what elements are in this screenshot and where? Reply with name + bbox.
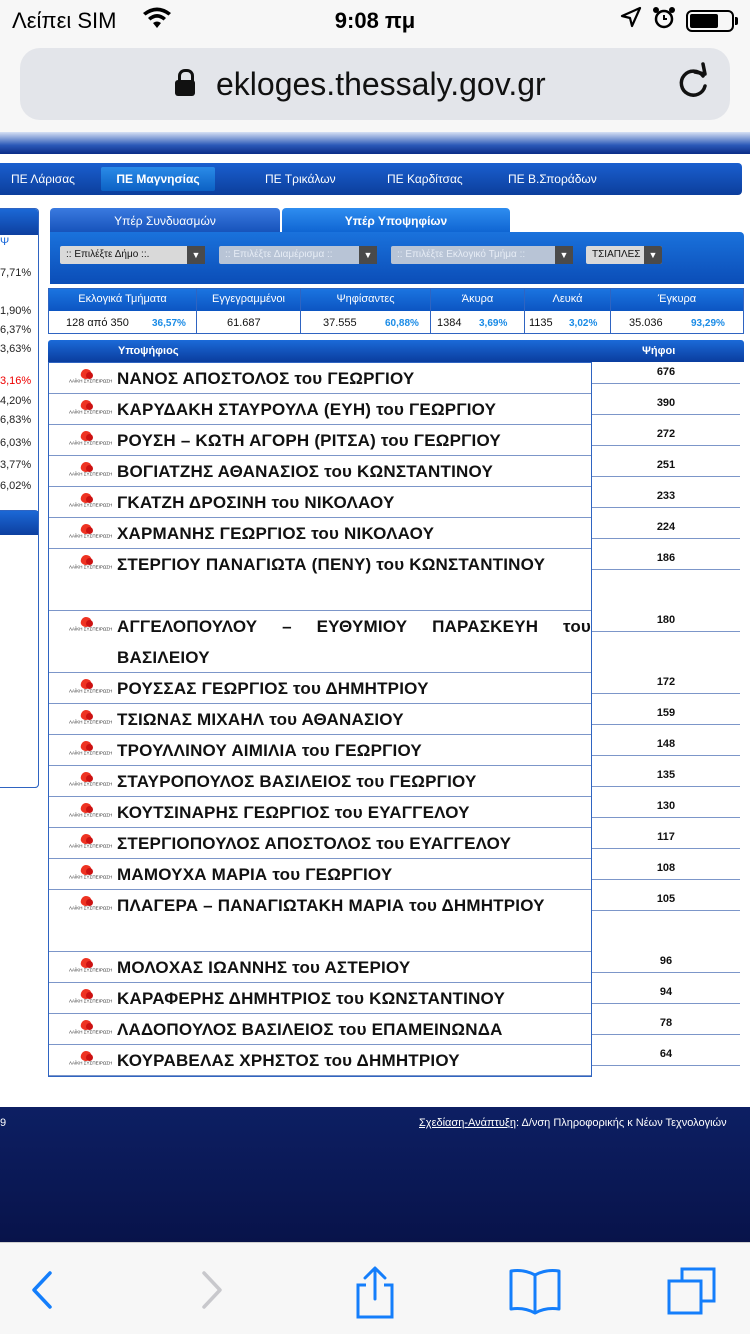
candidate-votes: 96: [592, 951, 740, 973]
candidate-name: ΡΟΥΣΗ – ΚΩΤΗ ΑΓΟΡΗ (ΡΙΤΣΑ) του ΓΕΩΡΓΙΟΥ: [117, 431, 501, 450]
candidate-name: ΣΤΕΡΓΙΟΠΟΥΛΟΣ ΑΠΟΣΤΟΛΟΣ του ΕΥΑΓΓΕΛΟΥ: [117, 834, 512, 853]
party-logo-icon: [69, 617, 113, 635]
table-row: [49, 1045, 591, 1076]
stats-summary: [48, 288, 744, 334]
tabs-icon[interactable]: [666, 1265, 716, 1315]
table-row: [49, 735, 591, 766]
stat-blank: [525, 289, 611, 333]
candidate-list: [48, 362, 592, 1077]
table-row: [49, 828, 591, 859]
stat-valid-value: 35.036: [629, 317, 663, 329]
credit-link[interactable]: Σχεδίαση-Ανάπτυξη: [419, 1117, 516, 1129]
candidate-name: ΣΤΕΡΓΙΟΥ ΠΑΝΑΓΙΩΤΑ (ΠΕΝΥ) του ΚΩΝΣΤΑΝΤΙΝΟΥ: [117, 555, 546, 574]
forward-icon[interactable]: [186, 1265, 236, 1315]
stat-registered-label: Εγγεγραμμένοι: [212, 293, 285, 305]
district-select[interactable]: [219, 246, 377, 264]
left-pct: 1,90%: [0, 305, 32, 317]
table-row: [49, 425, 591, 456]
candidate-name: ΡΟΥΣΣΑΣ ΓΕΩΡΓΙΟΣ του ΔΗΜΗΤΡΙΟΥ: [117, 679, 429, 698]
left-pct: 4,20%: [0, 395, 32, 407]
party-logo-text: ΛΑΪΚΗ ΣΥΣΠΕΙΡΩΣΗ: [69, 844, 113, 850]
bookmarks-icon[interactable]: [508, 1265, 558, 1315]
share-icon[interactable]: [350, 1265, 400, 1315]
left-pct: 7,71%: [0, 267, 32, 279]
footer-credit: [419, 1117, 727, 1129]
party-logo-icon: [69, 958, 113, 976]
candidate-name: ΓΚΑΤΖΗ ΔΡΟΣΙΝΗ του ΝΙΚΟΛΑΟΥ: [117, 493, 395, 512]
stat-invalid-label: Άκυρα: [461, 293, 494, 305]
table-row: [49, 394, 591, 425]
candidate-name: ΚΑΡΥΔΑΚΗ ΣΤΑΥΡΟΥΛΑ (ΕΥΗ) του ΓΕΩΡΓΙΟΥ: [117, 400, 497, 419]
station-select-value: :: Επιλέξτε Εκλογικό Τμήμα ::: [397, 249, 526, 260]
page-content: [0, 132, 750, 1107]
col-votes: Ψήφοι: [642, 345, 676, 357]
party-logo-icon: [69, 896, 113, 914]
filter-bar: [50, 232, 744, 284]
table-row: [49, 859, 591, 890]
back-icon[interactable]: [18, 1265, 68, 1315]
party-logo-text: ΛΑΪΚΗ ΣΥΣΠΕΙΡΩΣΗ: [69, 720, 113, 726]
table-row: [49, 673, 591, 704]
candidate-votes: 233: [592, 486, 740, 508]
party-logo-icon: [69, 493, 113, 511]
party-logo-text: ΛΑΪΚΗ ΣΥΣΠΕΙΡΩΣΗ: [69, 813, 113, 819]
candidate-name: ΝΑΝΟΣ ΑΠΟΣΤΟΛΟΣ του ΓΕΩΡΓΙΟΥ: [117, 369, 415, 388]
region-nav: [0, 163, 742, 195]
header-banner: [0, 132, 750, 154]
candidate-name: ΤΡΟΥΛΛΙΝΟΥ ΑΙΜΙΛΙΑ του ΓΕΩΡΓΙΟΥ: [117, 741, 422, 760]
nav-magnisia[interactable]: ΠΕ Μαγνησίας: [101, 167, 215, 191]
table-row: [49, 797, 591, 828]
left-panel-header: [0, 209, 39, 235]
stat-blank-pct: 3,02%: [569, 318, 598, 329]
web-page: [0, 132, 750, 1242]
stat-valid: [611, 289, 743, 333]
party-logo-icon: [69, 400, 113, 418]
table-row: [49, 456, 591, 487]
candidate-votes: 130: [592, 796, 740, 818]
party-logo-icon: [69, 369, 113, 387]
tab-parties[interactable]: Υπέρ Συνδυασμών: [50, 208, 280, 234]
candidate-votes: 105: [592, 889, 740, 911]
candidate-name: ΑΓΓΕΛΟΠΟΥΛΟΥ – ΕΥΘΥΜΙΟΥ ΠΑΡΑΣΚΕΥΗ του ΒΑΣΙΛΕΙΟΥ: [117, 617, 591, 667]
party-logo-text: ΛΑΪΚΗ ΣΥΣΠΕΙΡΩΣΗ: [69, 472, 113, 478]
candidate-votes: 159: [592, 703, 740, 725]
party-logo-text: ΛΑΪΚΗ ΣΥΣΠΕΙΡΩΣΗ: [69, 534, 113, 540]
candidate-name: ΧΑΡΜΑΝΗΣ ΓΕΩΡΓΙΟΣ του ΝΙΚΟΛΑΟΥ: [117, 524, 435, 543]
stat-voted: [301, 289, 431, 333]
party-logo-icon: [69, 772, 113, 790]
table-row: [49, 487, 591, 518]
party-logo-icon: [69, 865, 113, 883]
party-logo-text: ΛΑΪΚΗ ΣΥΣΠΕΙΡΩΣΗ: [69, 999, 113, 1005]
party-logo-icon: [69, 710, 113, 728]
candidate-name: ΤΣΙΩΝΑΣ ΜΙΧΑΗΛ του ΑΘΑΝΑΣΙΟΥ: [117, 710, 404, 729]
stat-valid-pct: 93,29%: [691, 318, 725, 329]
station-select[interactable]: [391, 246, 573, 264]
location-icon: [620, 6, 642, 34]
browser-address-area: [0, 40, 750, 132]
footer-left-text: 9: [0, 1117, 7, 1129]
party-logo-text: ΛΑΪΚΗ ΣΥΣΠΕΙΡΩΣΗ: [69, 410, 113, 416]
candidate-votes: 272: [592, 424, 740, 446]
stat-voted-value: 37.555: [323, 317, 357, 329]
left-pct: 3,77%: [0, 459, 32, 471]
tab-candidates[interactable]: Υπέρ Υποψηφίων: [282, 208, 510, 234]
table-row: [49, 611, 591, 673]
party-logo-text: ΛΑΪΚΗ ΣΥΣΠΕΙΡΩΣΗ: [69, 627, 113, 633]
party-logo-text: ΛΑΪΚΗ ΣΥΣΠΕΙΡΩΣΗ: [69, 906, 113, 912]
left-pct: 3,16%: [0, 375, 32, 387]
table-row: [49, 1014, 591, 1045]
party-logo-icon: [69, 989, 113, 1007]
stat-stations: [49, 289, 197, 333]
candidate-votes: 390: [592, 393, 740, 415]
stat-invalid: [431, 289, 525, 333]
candidate-name: ΛΑΔΟΠΟΥΛΟΣ ΒΑΣΙΛΕΙΟΣ του ΕΠΑΜΕΙΝΩΝΔΑ: [117, 1020, 503, 1039]
party-logo-icon: [69, 1051, 113, 1069]
battery-icon: [686, 10, 734, 32]
stat-stations-pct: 36,57%: [152, 318, 186, 329]
candidate-name: ΠΛΑΓΕΡΑ – ΠΑΝΑΓΙΩΤΑΚΗ ΜΑΡΙΑ του ΔΗΜΗΤΡΙΟΥ: [117, 896, 545, 915]
left-pct: 6,37%: [0, 324, 32, 336]
chevron-down-icon: ▼: [187, 246, 205, 264]
table-header: [48, 340, 744, 362]
left-secondary-panel: [0, 510, 39, 788]
left-pct: 6,03%: [0, 437, 32, 449]
left-pct: 3,63%: [0, 343, 32, 355]
district-select-value: :: Επιλέξτε Διαμέρισμα ::: [225, 249, 333, 260]
table-row: [49, 549, 591, 611]
left-panel-link[interactable]: Ψ: [0, 236, 10, 248]
table-row: [49, 766, 591, 797]
alarm-icon: [652, 6, 676, 36]
candidate-votes: 94: [592, 982, 740, 1004]
candidate-name: ΜΟΛΟΧΑΣ ΙΩΑΝΝΗΣ του ΑΣΤΕΡΙΟΥ: [117, 958, 411, 977]
browser-toolbar: [0, 1242, 750, 1334]
nav-sporades[interactable]: ΠΕ Β.Σποράδων: [508, 172, 597, 186]
party-logo-icon: [69, 431, 113, 449]
chevron-down-icon: ▼: [555, 246, 573, 264]
party-logo-text: ΛΑΪΚΗ ΣΥΣΠΕΙΡΩΣΗ: [69, 689, 113, 695]
party-logo-icon: [69, 555, 113, 573]
nav-larisa[interactable]: ΠΕ Λάρισας: [11, 172, 75, 186]
table-row: [49, 952, 591, 983]
party-logo-text: ΛΑΪΚΗ ΣΥΣΠΕΙΡΩΣΗ: [69, 782, 113, 788]
stat-invalid-value: 1384: [437, 317, 462, 329]
party-logo-text: ΛΑΪΚΗ ΣΥΣΠΕΙΡΩΣΗ: [69, 1061, 113, 1067]
stat-stations-value: 128 από 350: [66, 317, 129, 329]
candidate-votes: 78: [592, 1013, 740, 1035]
party-logo-text: ΛΑΪΚΗ ΣΥΣΠΕΙΡΩΣΗ: [69, 503, 113, 509]
left-secondary-header: [0, 511, 38, 535]
candidate-name: ΣΤΑΥΡΟΠΟΥΛΟΣ ΒΑΣΙΛΕΙΟΣ του ΓΕΩΡΓΙΟΥ: [117, 772, 477, 791]
table-row: [49, 704, 591, 735]
stat-voted-label: Ψηφίσαντες: [336, 293, 395, 305]
party-logo-text: ΛΑΪΚΗ ΣΥΣΠΕΙΡΩΣΗ: [69, 1030, 113, 1036]
credit-text: : Δ/νση Πληροφορικής κ Νέων Τεχνολογιών: [515, 1117, 727, 1129]
candidate-votes: 117: [592, 827, 740, 849]
party-logo-text: ΛΑΪΚΗ ΣΥΣΠΕΙΡΩΣΗ: [69, 441, 113, 447]
party-select-value: ΤΣΙΑΠΛΕΣ: [592, 249, 641, 260]
stat-invalid-pct: 3,69%: [479, 318, 508, 329]
page-footer: [0, 1107, 750, 1242]
clock: 9:08 πμ: [334, 8, 416, 33]
left-pct: 6,02%: [0, 480, 32, 492]
table-row: [49, 363, 591, 394]
candidate-name: ΜΑΜΟΥΧΑ ΜΑΡΙΑ του ΓΕΩΡΓΙΟΥ: [117, 865, 393, 884]
candidate-votes: 180: [592, 610, 740, 632]
address-bar[interactable]: [20, 48, 730, 120]
stat-registered: [197, 289, 301, 333]
party-logo-text: ΛΑΪΚΗ ΣΥΣΠΕΙΡΩΣΗ: [69, 968, 113, 974]
carrier-label: Λείπει SIM: [12, 8, 117, 33]
candidate-name: ΒΟΓΙΑΤΖΗΣ ΑΘΑΝΑΣΙΟΣ του ΚΩΝΣΤΑΝΤΙΝΟΥ: [117, 462, 493, 481]
table-row: [49, 890, 591, 952]
status-bar: [0, 0, 750, 40]
table-row: [49, 518, 591, 549]
party-logo-icon: [69, 462, 113, 480]
candidate-votes: 251: [592, 455, 740, 477]
stat-blank-label: Λευκά: [552, 293, 583, 305]
party-logo-icon: [69, 524, 113, 542]
chevron-down-icon: ▼: [359, 246, 377, 264]
party-logo-icon: [69, 834, 113, 852]
candidate-votes: 172: [592, 672, 740, 694]
party-logo-text: ΛΑΪΚΗ ΣΥΣΠΕΙΡΩΣΗ: [69, 379, 113, 385]
stat-stations-label: Εκλογικά Τμήματα: [78, 293, 167, 305]
candidate-name: ΚΟΥΤΣΙΝΑΡΗΣ ΓΕΩΡΓΙΟΣ του ΕΥΑΓΓΕΛΟΥ: [117, 803, 470, 822]
party-logo-icon: [69, 741, 113, 759]
stat-valid-label: Έγκυρα: [657, 293, 697, 305]
party-logo-icon: [69, 1020, 113, 1038]
candidate-votes: 224: [592, 517, 740, 539]
stat-registered-value: 61.687: [227, 317, 261, 329]
party-select[interactable]: [586, 246, 662, 264]
nav-trikala[interactable]: ΠΕ Τρικάλων: [265, 172, 336, 186]
candidate-votes: 135: [592, 765, 740, 787]
left-pct: 6,83%: [0, 414, 32, 426]
party-logo-icon: [69, 803, 113, 821]
candidate-votes: 186: [592, 548, 740, 570]
candidate-name: ΚΟΥΡΑΒΕΛΑΣ ΧΡΗΣΤΟΣ του ΔΗΜΗΤΡΙΟΥ: [117, 1051, 460, 1070]
table-row: [49, 983, 591, 1014]
col-candidate: Υποψήφιος: [118, 345, 179, 357]
stat-voted-pct: 60,88%: [385, 318, 419, 329]
url-text[interactable]: ekloges.thessaly.gov.gr: [216, 66, 546, 102]
party-logo-text: ΛΑΪΚΗ ΣΥΣΠΕΙΡΩΣΗ: [69, 751, 113, 757]
municipality-select-value: :: Επιλέξτε Δήμο ::.: [66, 249, 150, 260]
candidate-votes: 148: [592, 734, 740, 756]
stat-blank-value: 1135: [529, 317, 553, 329]
party-logo-text: ΛΑΪΚΗ ΣΥΣΠΕΙΡΩΣΗ: [69, 875, 113, 881]
nav-karditsa[interactable]: ΠΕ Καρδίτσας: [387, 172, 463, 186]
candidate-votes: 676: [592, 362, 740, 384]
chevron-down-icon: ▼: [644, 246, 662, 264]
results-tabs: [50, 208, 510, 234]
party-logo-icon: [69, 679, 113, 697]
party-logo-text: ΛΑΪΚΗ ΣΥΣΠΕΙΡΩΣΗ: [69, 565, 113, 571]
candidate-votes: 64: [592, 1044, 740, 1066]
municipality-select[interactable]: [60, 246, 205, 264]
lock-icon: [175, 80, 195, 96]
candidate-name: ΚΑΡΑΦΕΡΗΣ ΔΗΜΗΤΡΙΟΣ του ΚΩΝΣΤΑΝΤΙΝΟΥ: [117, 989, 506, 1008]
reload-icon[interactable]: [675, 62, 711, 111]
candidate-votes: 108: [592, 858, 740, 880]
